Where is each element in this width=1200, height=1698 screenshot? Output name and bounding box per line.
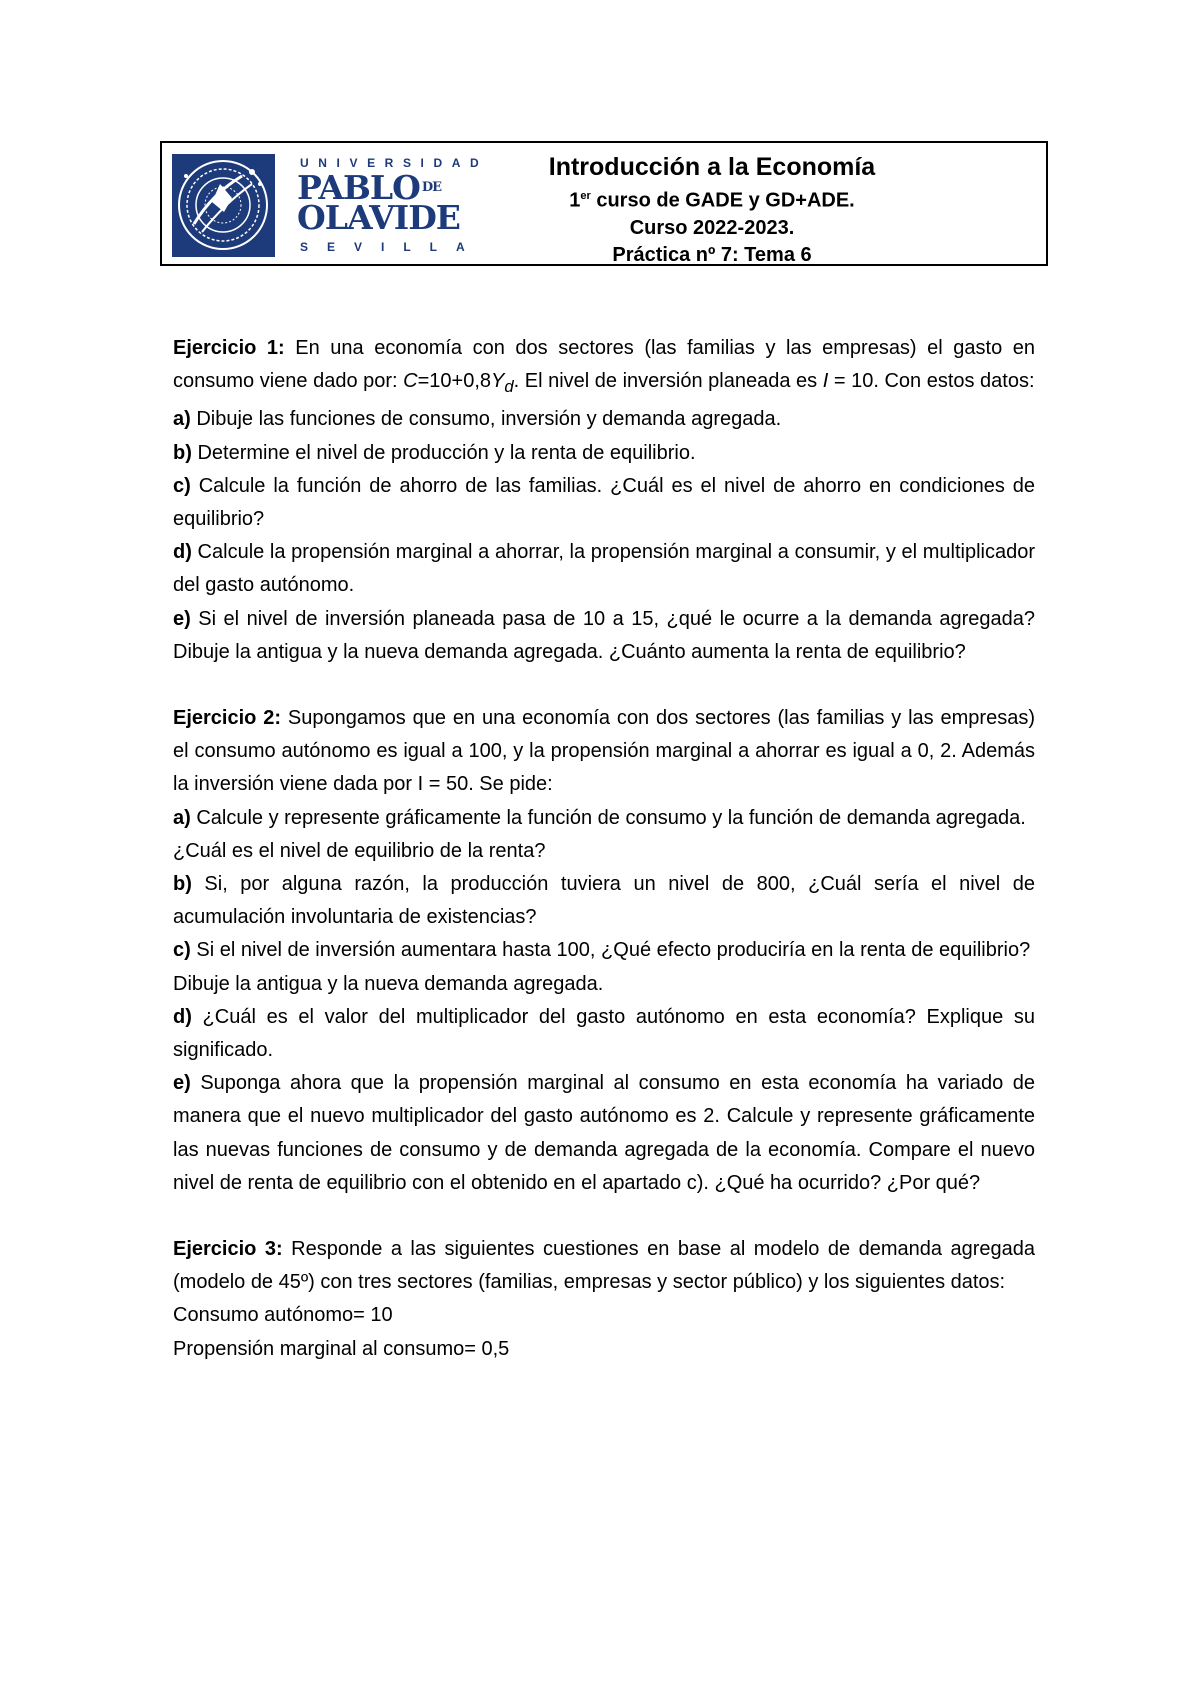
- logo-name-line1: PABLO: [297, 168, 420, 207]
- exercise-2-label: Ejercicio 2:: [173, 707, 282, 730]
- exercise-2-item-e: [173, 1067, 1035, 1200]
- exercise-1-item-b: [173, 437, 1035, 470]
- item-text: Calcule la propensión marginal a ahorrar, la propensión marginal a consumir, y el multiplicador del gasto autónomo.: [173, 541, 1035, 597]
- exercise-1-item-c: [173, 470, 1035, 536]
- exercise-2-item-d: [173, 1001, 1035, 1067]
- exercise-3-data-line: Propensión marginal al consumo= 0,5: [173, 1337, 510, 1360]
- logo-name-line2: OLAVIDE: [297, 198, 460, 237]
- item-label: b): [173, 441, 192, 464]
- exercise-1-item-d: [173, 536, 1035, 602]
- item-text: Si, por alguna razón, la producción tuviera un nivel de 800, ¿Cuál sería el nivel de acumulación involuntaria de existencias?: [173, 873, 1035, 929]
- spacer: [173, 669, 1035, 702]
- item-label: b): [173, 873, 192, 896]
- item-label: c): [173, 474, 191, 497]
- item-text: Calcule y represente gráficamente la función de consumo y la función de demanda agregada.: [190, 806, 1026, 829]
- course-title: Introducción a la Economía: [548, 153, 876, 181]
- formula-body: =10+0,8: [417, 370, 492, 393]
- item-label: d): [173, 1005, 192, 1028]
- exercise-2-text: Supongamos que en una economía con dos sectores (las familias y las empresas) el consumo autónomo es igual a 100, y la propensión marginal a ahorrar es igual a 0, 2. Además la inversión viene dada por I = 50. Se pide:: [173, 707, 1035, 796]
- exercise-1-label: Ejercicio 1:: [173, 337, 285, 359]
- item-text: Determine el nivel de producción y la renta de equilibrio.: [191, 441, 696, 464]
- logo-top-word: UNIVERSIDAD: [300, 156, 489, 170]
- exercise-2-item-a-extra: ¿Cuál es el nivel de equilibrio de la renta?: [173, 839, 546, 862]
- university-emblem-icon: [172, 154, 275, 257]
- exercise-1-text: En una economía con dos sectores (las familias y las empresas) el gasto en consumo viene dado por:: [173, 337, 1035, 393]
- course-number: 1: [569, 189, 581, 212]
- university-logo: [172, 151, 489, 258]
- item-label: c): [173, 939, 191, 962]
- header-text: [492, 151, 932, 269]
- practice-title: Práctica nº 7: Tema 6: [612, 243, 812, 266]
- formula-consumption: C: [403, 370, 418, 393]
- course-line: [492, 183, 932, 215]
- course-degrees: curso de GADE y GD+ADE.: [590, 189, 855, 212]
- exercise-3-label: Ejercicio 3:: [173, 1238, 283, 1261]
- exercise-2-item-a: [173, 802, 1035, 835]
- item-text: Dibuje las funciones de consumo, inversión y demanda agregada.: [190, 408, 782, 431]
- exercise-1-intro: [173, 332, 1035, 403]
- logo-name: [297, 168, 460, 237]
- item-text: Si el nivel de inversión aumentara hasta 100, ¿Qué efecto produciría en la renta de equilibrio?: [190, 939, 1031, 962]
- item-label: e): [173, 1072, 191, 1095]
- course-ordinal: er: [580, 190, 591, 202]
- exercise-2-intro: [173, 702, 1035, 802]
- exercise-3-text: Responde a las siguientes cuestiones en base al modelo de demanda agregada (modelo de 45º) con tres sectores (familias, empresas y sector público) y los siguientes datos:: [173, 1238, 1036, 1294]
- item-label: e): [173, 607, 191, 630]
- item-label: d): [173, 541, 192, 564]
- exercise-2-item-c-extra: Dibuje la antigua y la nueva demanda agregada.: [173, 972, 604, 995]
- exercise-2-item-b: [173, 868, 1035, 934]
- logo-name-de: DE: [421, 180, 442, 195]
- exercise-1-item-a: [173, 403, 1035, 436]
- exercise-1-text-3: = 10. Con estos datos:: [828, 370, 1035, 393]
- exercise-3-data-line: Consumo autónomo= 10: [173, 1304, 393, 1327]
- investment-variable: I: [822, 370, 829, 393]
- logo-bottom-word: SEVILLA: [300, 240, 484, 254]
- formula-subscript: d: [504, 377, 514, 397]
- item-text: ¿Cuál es el valor del multiplicador del gasto autónomo en esta economía? Explique su significado.: [173, 1005, 1035, 1062]
- item-text: Si el nivel de inversión planeada pasa de 10 a 15, ¿qué le ocurre a la demanda agregada? Dibuje la antigua y la nueva demanda agregada. ¿Cuánto aumenta la renta de equilibrio?: [173, 607, 1035, 663]
- formula-income: Y: [491, 370, 505, 393]
- document-body: [173, 332, 1035, 1366]
- item-label: a): [173, 408, 191, 431]
- item-text: Suponga ahora que la propensión marginal al consumo en esta economía ha variado de manera que el nuevo multiplicador del gasto autónomo es 2. Calcule y represente gráficamente las nuevas funciones de consumo y de demanda agregada de la economía. Compare el nuevo nivel de renta de equilibrio con el obtenido en el apartado c). ¿Qué ha ocurrido? ¿Por qué?: [173, 1072, 1035, 1194]
- exercise-3-intro: [173, 1233, 1035, 1299]
- header-box: [160, 141, 1048, 266]
- item-label: a): [173, 806, 191, 829]
- academic-year: Curso 2022-2023.: [629, 216, 795, 239]
- item-text: Calcule la función de ahorro de las familias. ¿Cuál es el nivel de ahorro en condiciones de equilibrio?: [173, 474, 1035, 531]
- exercise-1-text-2: . El nivel de inversión planeada es: [513, 370, 823, 393]
- exercise-1-item-e: [173, 603, 1035, 669]
- exercise-2-item-c: [173, 934, 1035, 967]
- spacer: [173, 1200, 1035, 1233]
